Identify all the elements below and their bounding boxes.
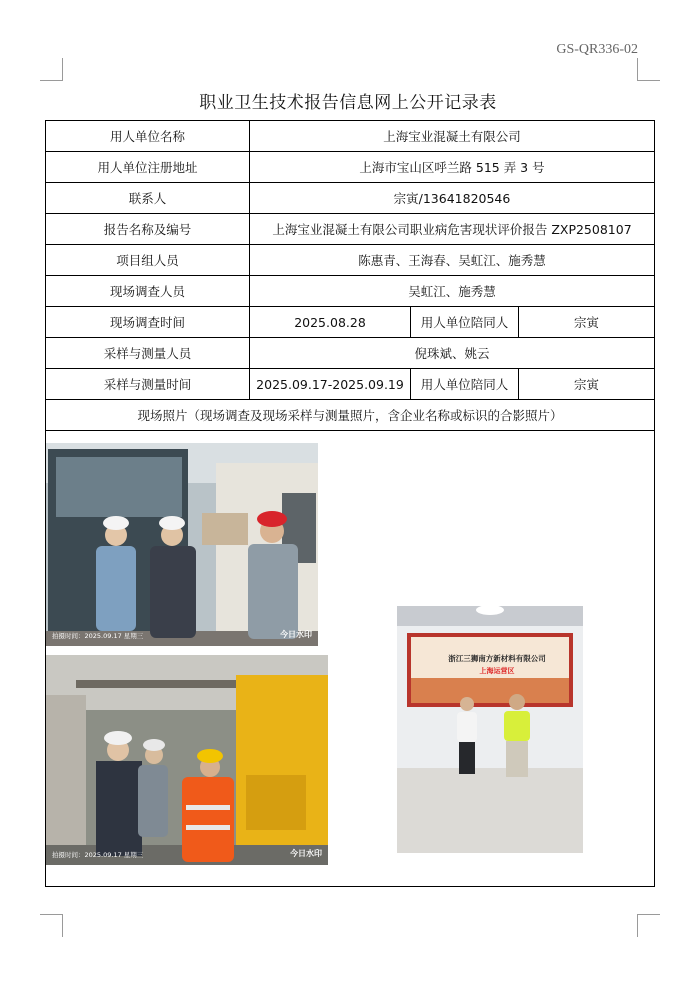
disclosure-form-table [45,120,655,887]
photo1-watermark: 今日水印 [280,630,312,639]
value-sampling-staff: 倪珠斌、姚云 [250,338,655,369]
row-employer-address [46,152,655,183]
corner-mark-bottom-left [40,914,63,937]
row-photos-header [46,400,655,431]
value-sampling-companion: 宗寅 [519,369,655,400]
row-survey-staff [46,276,655,307]
value-team: 陈惠青、王海春、吴虹江、施秀慧 [250,245,655,276]
photo3-banner-company: 浙江三狮南方新材料有限公司 [448,654,546,663]
label-employer-address: 用人单位注册地址 [46,152,250,183]
document-title: 职业卫生技术报告信息网上公开记录表 [199,93,497,113]
label-sampling-time: 采样与测量时间 [46,369,250,400]
corner-mark-bottom-right [637,914,660,937]
value-contact: 宗寅/13641820546 [250,183,655,214]
row-team [46,245,655,276]
value-sampling-time: 2025.09.17-2025.09.19 [250,369,411,400]
photos-cell [46,431,655,887]
label-sampling-staff: 采样与测量人员 [46,338,250,369]
row-report [46,214,655,245]
value-survey-staff: 吴虹江、施秀慧 [250,276,655,307]
document-code: GS-QR336-02 [556,42,638,57]
row-sampling-time [46,369,655,400]
label-survey-time: 现场调查时间 [46,307,250,338]
photo1-caption: 拍摄时间：2025.09.17 星期三 [52,632,144,640]
label-team: 项目组人员 [46,245,250,276]
row-photos [46,431,655,887]
label-sampling-companion: 用人单位陪同人 [411,369,519,400]
value-employer-address: 上海市宝山区呼兰路 515 弄 3 号 [250,152,655,183]
corner-mark-top-right [637,58,660,81]
value-survey-companion: 宗寅 [519,307,655,338]
value-report: 上海宝业混凝土有限公司职业病危害现状评价报告 ZXP2508107 [250,214,655,245]
label-survey-staff: 现场调查人员 [46,276,250,307]
label-report: 报告名称及编号 [46,214,250,245]
corner-mark-top-left [40,58,63,81]
label-employer-name: 用人单位名称 [46,121,250,152]
photo3-banner-site: 上海运营区 [479,667,515,675]
site-photo-entrance [46,443,318,646]
label-contact: 联系人 [46,183,250,214]
value-survey-time: 2025.08.28 [250,307,411,338]
site-photo-workshop [46,655,328,865]
row-survey-time [46,307,655,338]
row-employer-name [46,121,655,152]
value-employer-name: 上海宝业混凝土有限公司 [250,121,655,152]
photos-header: 现场照片（现场调查及现场采样与测量照片，含企业名称或标识的合影照片） [46,400,655,431]
row-sampling-staff [46,338,655,369]
row-contact [46,183,655,214]
site-photo-company-banner [397,606,583,853]
photo2-watermark: 今日水印 [290,849,322,858]
label-survey-companion: 用人单位陪同人 [411,307,519,338]
photo2-caption: 拍摄时间：2025.09.17 星期三 [52,851,144,859]
